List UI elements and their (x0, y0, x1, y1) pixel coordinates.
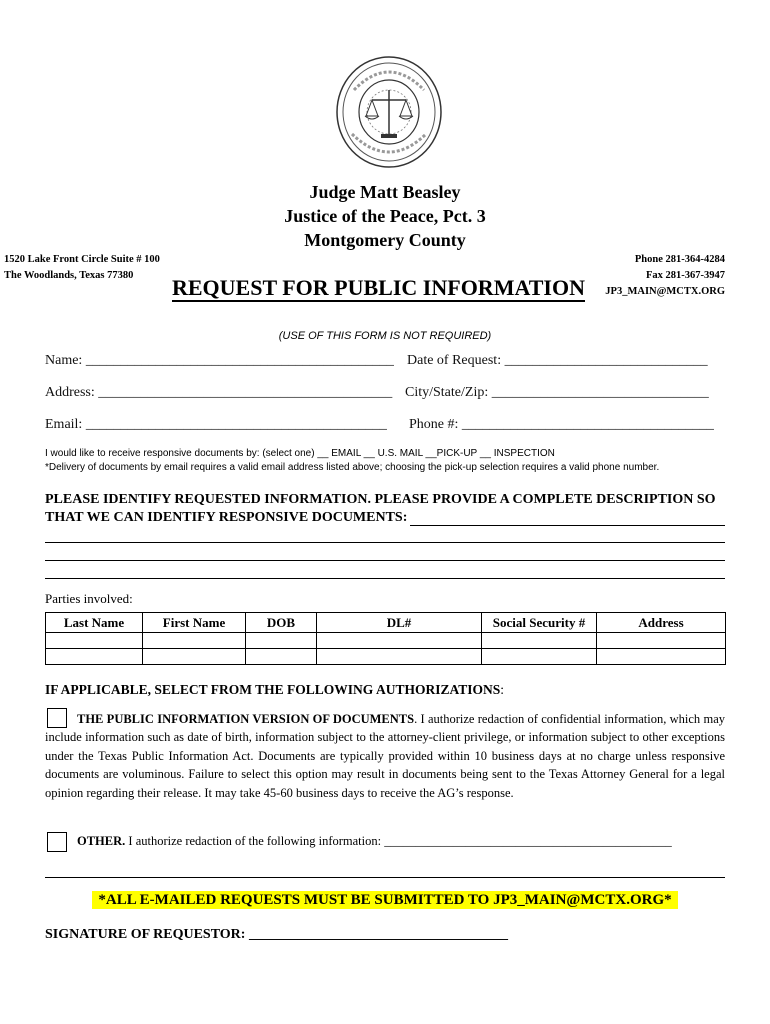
other-redaction-option[interactable] (77, 834, 672, 849)
table-cell[interactable] (597, 633, 726, 649)
other-text: I authorize redaction of the following information: ______________________________________________ (125, 834, 672, 848)
public-version-text: . I authorize redaction of confidential information, which may include information such as date of birth, information subject to the attorney-client privilege, or information subject to other exceptions under the Texas Public Information Act. Documents are typically provided within 10 business days at no charge unless responsive documents are voluminous. Failure to select this option may result in documents being sent to the Texas Attorney General for a legal opinion regarding their release. It may take 45-60 business days to receive the AG’s response. (45, 712, 725, 800)
email-notice-wrap (0, 891, 770, 909)
delivery-note: *Delivery of documents by email requires a valid email address listed above; choosing the pick-up selection requires a valid phone number. (45, 462, 660, 473)
public-version-title: THE PUBLIC INFORMATION VERSION OF DOCUMENTS (77, 712, 415, 726)
table-row[interactable] (46, 649, 726, 665)
table-cell[interactable] (246, 649, 317, 665)
col-ssn: Social Security # (482, 613, 597, 633)
other-redaction-line[interactable] (45, 877, 725, 878)
fax-number: Fax 281-367-3947 (645, 270, 725, 281)
email-notice: *ALL E-MAILED REQUESTS MUST BE SUBMITTED TO JP3_MAIN@MCTX.ORG* (92, 891, 677, 909)
description-line-1[interactable] (45, 542, 725, 543)
col-address: Address (597, 613, 726, 633)
form-title: REQUEST FOR PUBLIC INFORMATION (172, 275, 585, 300)
table-cell[interactable] (482, 649, 597, 665)
county-court-seal-icon (334, 54, 444, 170)
authorizations-colon: : (500, 682, 504, 697)
table-cell[interactable] (482, 633, 597, 649)
description-line-2[interactable] (45, 560, 725, 561)
city-state-zip-field[interactable]: City/State/Zip: _______________________________ (405, 385, 709, 400)
name-field[interactable]: Name: ____________________________________________ (45, 353, 394, 368)
phone-field[interactable]: Phone #: ____________________________________ (409, 417, 714, 432)
parties-table (45, 612, 726, 665)
table-cell[interactable] (317, 649, 482, 665)
col-dob: DOB (246, 613, 317, 633)
parties-label: Parties involved: (45, 591, 133, 606)
delivery-options[interactable]: I would like to receive responsive documents by: (select one) __ EMAIL __ U.S. MAIL __PICK-UP __ INSPECTION (45, 448, 555, 459)
authorizations-heading (45, 682, 504, 698)
description-line-3[interactable] (45, 578, 725, 579)
address-field[interactable]: Address: __________________________________________ (45, 385, 393, 400)
date-of-request-field[interactable]: Date of Request: _____________________________ (407, 353, 708, 368)
col-first-name: First Name (143, 613, 246, 633)
table-cell[interactable] (46, 649, 143, 665)
other-redaction-checkbox[interactable] (47, 832, 67, 852)
identify-heading-line-1: PLEASE IDENTIFY REQUESTED INFORMATION. PLEASE PROVIDE A COMPLETE DESCRIPTION SO (45, 492, 716, 507)
col-last-name: Last Name (46, 613, 143, 633)
table-cell[interactable] (317, 633, 482, 649)
col-dl: DL# (317, 613, 482, 633)
other-title: OTHER. (77, 834, 126, 848)
phone-number: Phone 281-364-4284 (634, 254, 725, 265)
authorizations-heading-text: IF APPLICABLE, SELECT FROM THE FOLLOWING AUTHORIZATIONS (45, 682, 501, 697)
table-cell[interactable] (597, 649, 726, 665)
table-cell[interactable] (143, 633, 246, 649)
contact-email: JP3_MAIN@MCTX.ORG (605, 286, 725, 297)
email-field[interactable]: Email: ___________________________________________ (45, 417, 387, 432)
address-line-1: 1520 Lake Front Circle Suite # 100 (4, 254, 160, 265)
judge-name: Judge Matt Beasley (309, 182, 461, 202)
table-row[interactable] (46, 633, 726, 649)
identify-heading-line-2: THAT WE CAN IDENTIFY RESPONSIVE DOCUMENTS: (45, 510, 408, 525)
table-cell[interactable] (143, 649, 246, 665)
county-name: Montgomery County (304, 230, 466, 250)
table-cell[interactable] (246, 633, 317, 649)
parties-header-row (46, 613, 726, 633)
signature-line[interactable]: SIGNATURE OF REQUESTOR: _____________________________________ (45, 927, 508, 942)
use-note: (USE OF THIS FORM IS NOT REQUIRED) (278, 330, 492, 342)
address-line-2: The Woodlands, Texas 77380 (4, 270, 134, 281)
description-line-0[interactable] (410, 525, 725, 526)
table-cell[interactable] (46, 633, 143, 649)
public-version-option (45, 710, 725, 802)
office-title: Justice of the Peace, Pct. 3 (284, 206, 486, 226)
